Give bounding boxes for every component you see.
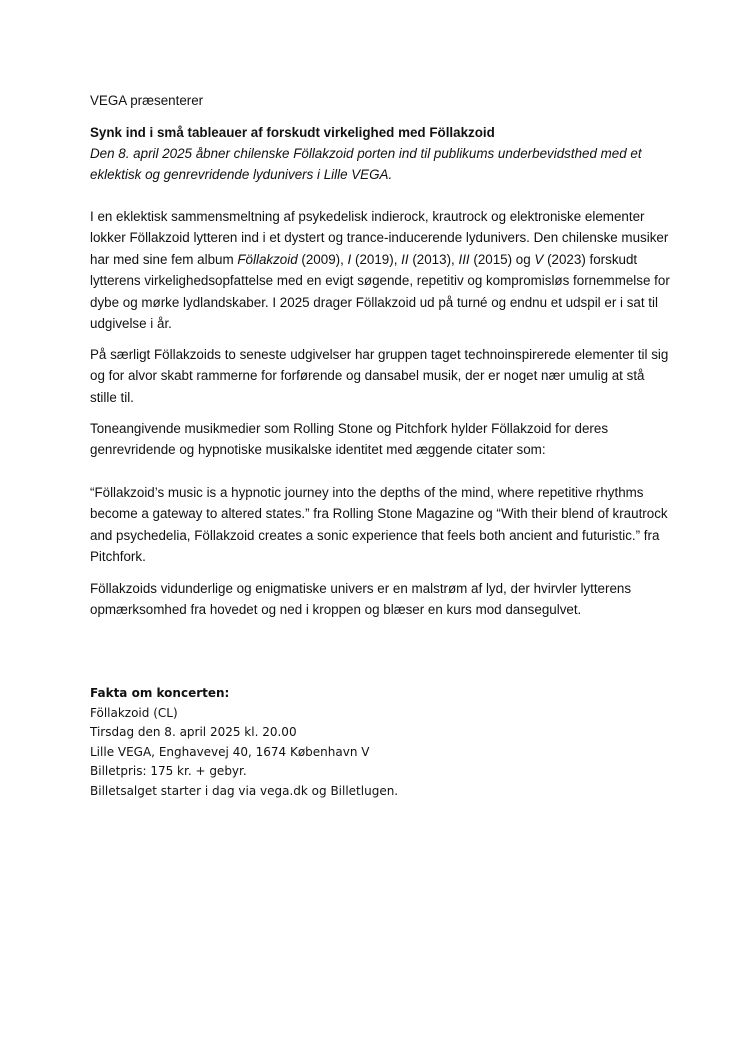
concert-facts [90, 684, 670, 802]
facts-artist: Föllakzoid (CL) [90, 705, 178, 720]
album-title-ii: II [401, 251, 409, 267]
paragraph1-text-f: (2023) forskudt lytterens virkelighedsopfattelse med en evigt søgende, repetitiv og kompromisløs fornemmelse for dybe og mørke lydlandskaber. I 2025 drager Föllakzoid ud på turné og endnu et udspil er i sat til udgivelse i år. [90, 251, 670, 332]
paragraph1-text-a: I en eklektisk sammensmeltning af psykedelisk indierock, krautrock og elektroniske elementer lokker Föllakzoid lytteren ind i et dystert og trance-inducerende lydunivers. Den chilenske musiker har med sine fem album [90, 209, 669, 267]
body-paragraph-3: Toneangivende musikmedier som Rolling Stone og Pitchfork hylder Föllakzoid for deres genrevridende og hypnotiske musikalske identitet med æggende citater som: [90, 421, 609, 458]
paragraph1-text-e: (2015) og [469, 251, 535, 267]
body-paragraph-1 [90, 206, 670, 334]
facts-price: Billetpris: 175 kr. + gebyr. [90, 764, 247, 779]
paragraph1-text-b: (2009), [297, 251, 348, 267]
kicker-text: VEGA præsenterer [90, 93, 204, 108]
facts-title: Fakta om koncerten: [90, 686, 230, 700]
album-title-i: I [347, 251, 352, 267]
body-paragraph-2: På særligt Föllakzoids to seneste udgivelser har gruppen taget technoinspirerede elementer til sig og for alvor skabt rammerne for forførende og dansabel musik, der er noget nær umulig at stå stille til. [90, 347, 669, 405]
paragraph1-text-c: (2019), [351, 251, 402, 267]
facts-venue: Lille VEGA, Enghavevej 40, 1674 København V [90, 744, 370, 759]
facts-date: Tirsdag den 8. april 2025 kl. 20.00 [90, 725, 297, 740]
quote-paragraph: “Föllakzoid’s music is a hypnotic journey into the depths of the mind, where repetitive rhythms become a gateway to altered states.” fra Rolling Stone Magazine og “With their blend of krautrock and psychedelia, Föllakzoid creates a sonic experience that feels both ancient and futuristic.” fra Pitchfork. [90, 485, 668, 565]
body-paragraph-4: Föllakzoids vidunderlige og enigmatiske univers er en malstrøm af lyd, der hvirvler lytterens opmærksomhed fra hovedet og ned i kroppen og blæser en kurs mod dansegulvet. [90, 581, 632, 618]
album-title-v: V [534, 251, 544, 267]
subheadline: Den 8. april 2025 åbner chilenske Föllakzoid porten ind til publikums underbevidsthed med et eklektisk og genrevridende lydunivers i Lille VEGA. [90, 146, 642, 183]
album-title-iii: III [458, 251, 470, 267]
facts-ticket-sale: Billetsalget starter i dag via vega.dk og Billetlugen. [90, 783, 399, 798]
paragraph1-text-d: (2013), [408, 251, 459, 267]
album-title-follakzoid: Föllakzoid [237, 251, 298, 267]
headline: Synk ind i små tableauer af forskudt virkelighed med Föllakzoid [90, 125, 495, 140]
